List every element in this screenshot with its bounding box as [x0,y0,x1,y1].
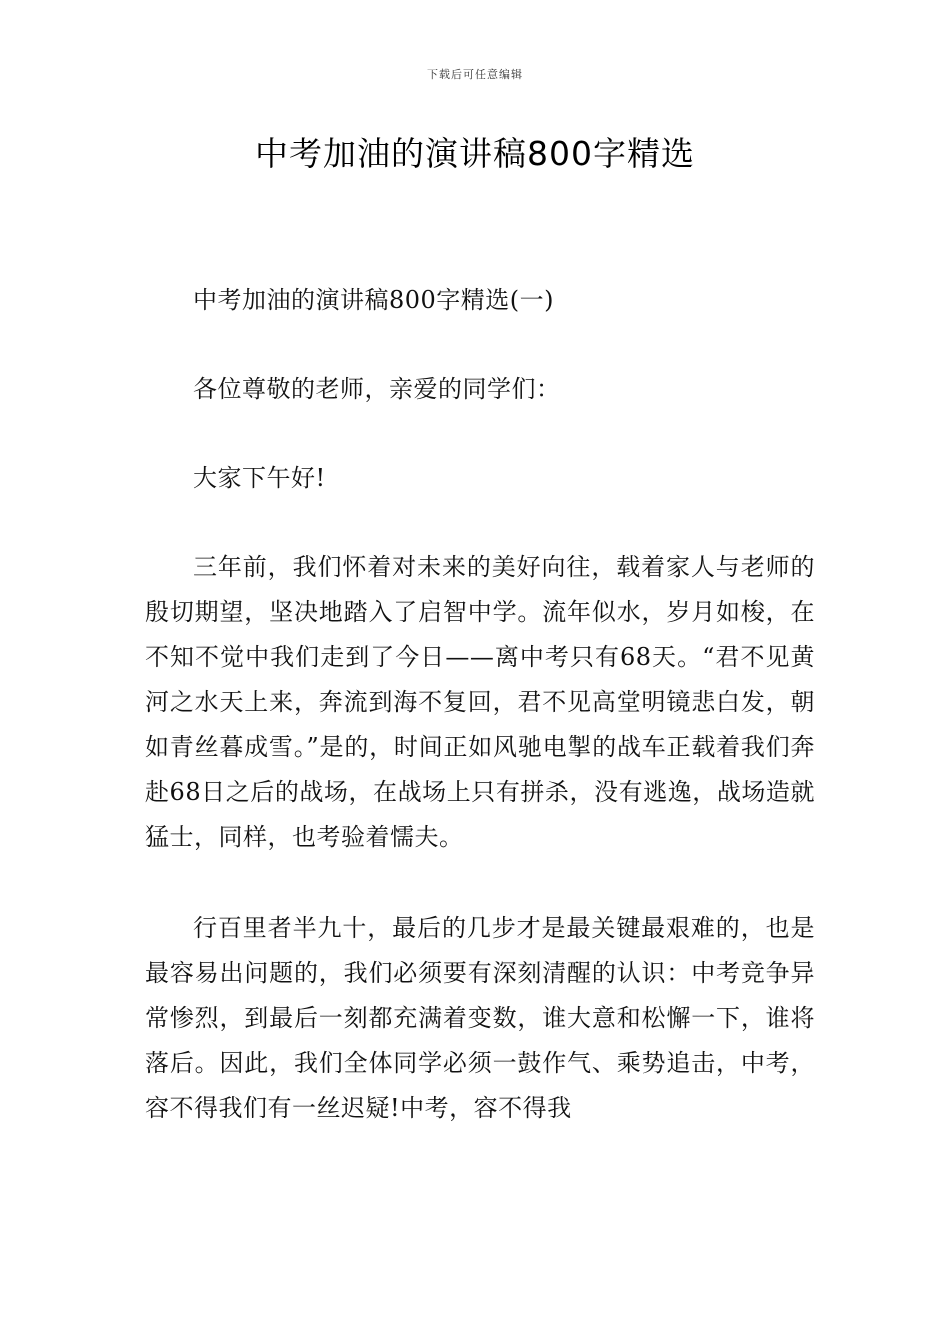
document-title: 中考加油的演讲稿800字精选 [255,134,695,173]
body-paragraph: 三年前，我们怀着对未来的美好向往，载着家人与老师的殷切期望，坚决地踏入了启智中学。流年似水，岁月如梭，在不知不觉中我们走到了今日——离中考只有68天。“君不见黄河之水天上来，奔流到海不复回，君不见高堂明镜悲白发，朝如青丝暮成雪。”是的，时间正如风驰电掣的战车正载着我们奔赴68日之后的战场，在战场上只有拼杀，没有逃逸，战场造就猛士，同样，也考验着懦夫。 [145,553,815,851]
body-paragraph: 行百里者半九十，最后的几步才是最关键最艰难的，也是最容易出问题的，我们必须要有深刻清醒的认识：中考竞争异常惨烈，到最后一刻都充满着变数，谁大意和松懈一下，谁将落后。因此，我们全体同学必须一鼓作气、乘势追击，中考，容不得我们有一丝迟疑!中考，容不得我 [145,914,815,1122]
header-note: 下载后可任意编辑 [427,68,523,81]
section-heading: 中考加油的演讲稿800字精选(一) [193,286,555,314]
greeting-paragraph: 大家下午好! [193,464,326,492]
document-body [145,278,815,1131]
salutation-paragraph: 各位尊敬的老师，亲爱的同学们： [193,375,561,403]
